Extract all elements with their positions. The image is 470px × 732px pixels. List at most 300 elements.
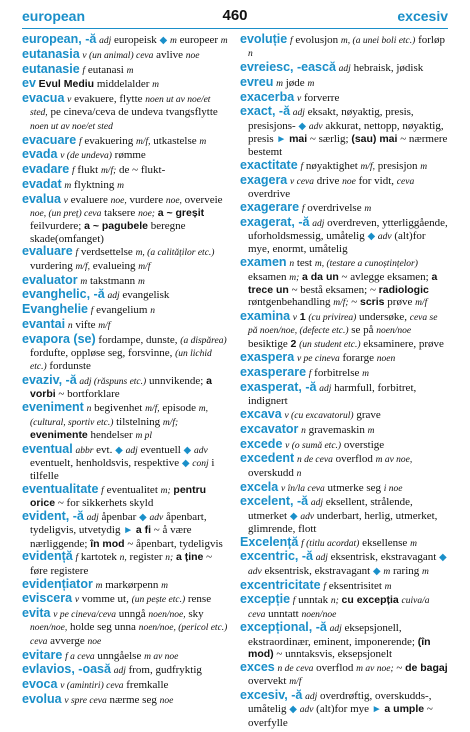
- translation: overflod: [316, 661, 354, 674]
- translation: hendelser: [90, 428, 133, 441]
- grammar-label: adj: [292, 108, 305, 119]
- headword: evadat: [22, 176, 62, 191]
- grammar-label: noen/noe, (pericol etc.) ceva: [30, 623, 228, 647]
- translation: verdsettelse: [80, 246, 133, 259]
- grammar-label: adv: [300, 511, 315, 522]
- grammar-label: m: [364, 204, 372, 215]
- grammar-label: m: [383, 566, 391, 577]
- translation: unntak: [298, 594, 329, 607]
- dictionary-entry: [240, 91, 448, 105]
- subentry-phrase: Evul Mediu: [38, 78, 95, 91]
- headword: Excelență: [240, 534, 299, 549]
- translation: underbart, herlig, utmerket, glimrende, flott: [248, 509, 438, 535]
- headword: exact, -ă: [240, 104, 291, 119]
- translation: fremkalle: [126, 679, 169, 692]
- translation: ~: [369, 283, 376, 296]
- diamond-icon: ◆: [159, 35, 168, 46]
- translation: middelalder: [96, 78, 150, 91]
- translation: eksellent, strålende, utmerket: [248, 496, 413, 522]
- right-column: [240, 33, 448, 729]
- grammar-label: cuiva/a ceva: [248, 596, 430, 620]
- headword: evaluator: [22, 272, 78, 287]
- headword: evreiesc, -ească: [240, 60, 336, 75]
- subentry-phrase: cu excepția: [341, 594, 399, 607]
- diamond-icon: ◆: [181, 457, 190, 469]
- headword: excesiv, -ă: [240, 687, 303, 702]
- diamond-icon: ◆: [139, 512, 147, 524]
- translation: (alt)for mye: [316, 703, 370, 716]
- headword: exactitate: [240, 158, 298, 173]
- dictionary-entry: [240, 256, 448, 309]
- headword: examina: [240, 308, 291, 323]
- grammar-label: n de ceva: [277, 663, 314, 674]
- dictionary-entry: [22, 649, 230, 663]
- translation: test: [296, 257, 313, 270]
- grammar-label: m, (a unei boli etc.): [340, 36, 416, 46]
- translation: eksentrisitet: [328, 579, 382, 592]
- grammar-label: m/f: [289, 677, 302, 688]
- translation: unnvikende;: [148, 375, 204, 388]
- grammar-label: m/f: [138, 261, 151, 272]
- grammar-label: m: [169, 36, 177, 46]
- grammar-label: adj: [113, 666, 126, 677]
- grammar-label: m/f;: [162, 417, 179, 428]
- translation: ~ overfylle: [248, 703, 433, 729]
- headword: exaspera: [240, 350, 295, 365]
- dictionary-entry: [22, 510, 230, 550]
- grammar-label: adv: [149, 513, 164, 524]
- translation: utkastelse: [153, 134, 197, 147]
- translation: ~: [351, 296, 358, 309]
- grammar-label: n: [289, 259, 295, 270]
- translation: overvekt: [248, 675, 287, 688]
- subentry-phrase: a vorbi: [30, 375, 212, 401]
- headword: eveniment: [22, 400, 84, 415]
- grammar-label: f: [82, 65, 86, 76]
- translation: tilstelning: [116, 415, 161, 428]
- subentry-phrase: a umple: [384, 703, 425, 716]
- dictionary-entry: [22, 678, 230, 692]
- headword: exagerat, -ă: [240, 214, 310, 229]
- headword: examen: [240, 255, 287, 270]
- diamond-icon: ◆: [439, 552, 447, 564]
- translation: i tilfelle: [30, 456, 215, 483]
- grammar-label: adj: [312, 218, 325, 229]
- headword: evacuare: [22, 132, 77, 147]
- grammar-label: (un pește etc.): [131, 595, 186, 606]
- grammar-label: m: [276, 78, 283, 89]
- translation: markørpenn: [105, 578, 159, 591]
- grammar-label: n;: [165, 553, 174, 564]
- grammar-label: adv: [377, 232, 392, 243]
- translation: beregne skade(omfanget): [30, 220, 186, 245]
- grammar-label: noen/noe: [376, 326, 412, 337]
- translation: forverre: [303, 91, 340, 104]
- dictionary-entry: [22, 333, 230, 374]
- headword: exagera: [240, 172, 288, 187]
- grammar-label: m: [422, 566, 429, 577]
- translation: begivenhet: [94, 402, 143, 415]
- grammar-label: abbr: [75, 445, 94, 456]
- headword: evolua: [22, 691, 62, 706]
- grammar-label: adj: [305, 691, 318, 702]
- translation: røntgenbehandling: [248, 296, 331, 309]
- dictionary-entry: [240, 481, 448, 495]
- grammar-label: v (un animal) ceva: [82, 50, 154, 61]
- translation: eventuelt, henholdsvis, respektive: [30, 456, 180, 469]
- translation: ~ føre registere: [30, 551, 213, 577]
- translation: unngåelse: [97, 649, 142, 662]
- subentry-phrase: a fi: [135, 524, 152, 537]
- grammar-label: m av noe;: [356, 663, 394, 674]
- translation: eksentrisk, ekstravagant: [330, 551, 437, 564]
- headword: evada: [22, 147, 58, 162]
- headword: evaluare: [22, 244, 73, 259]
- dictionary-entry: [240, 159, 448, 173]
- translation: evaluere: [70, 193, 108, 206]
- translation: forbitrelse: [314, 367, 360, 380]
- dictionary-entry: [22, 663, 230, 677]
- headword: evaziv, -ă: [22, 373, 77, 388]
- translation: unngå: [118, 608, 146, 621]
- grammar-label: n,: [119, 553, 127, 564]
- headword: excavator: [240, 421, 299, 436]
- headword: excentricitate: [240, 577, 321, 592]
- headword: evreu: [240, 74, 274, 89]
- grammar-label: conj: [192, 458, 209, 469]
- grammar-label: f: [301, 204, 305, 215]
- diamond-icon: ◆: [289, 510, 298, 522]
- translation: for vidt,: [358, 174, 395, 187]
- grammar-label: f: [101, 486, 104, 496]
- translation: ~ for sikkerhets skyld: [57, 497, 154, 510]
- grammar-label: v în/la ceva: [280, 483, 325, 494]
- translation: undersøke,: [359, 310, 407, 323]
- grammar-label: n: [248, 49, 253, 60]
- translation: overdrive: [248, 188, 291, 201]
- translation: prøve: [387, 296, 413, 309]
- translation: åpenbart, tydeligvis, utvetydig: [30, 511, 207, 537]
- translation: se på: [351, 324, 374, 337]
- dictionary-entry: [240, 381, 448, 408]
- grammar-label: m: [367, 425, 375, 436]
- translation: (alt)for mye, enormt, umåtelig: [248, 230, 426, 256]
- dictionary-entry: [240, 536, 448, 550]
- sense-number: 1: [299, 310, 306, 323]
- grammar-label: m: [117, 180, 124, 191]
- diamond-icon: ►: [371, 704, 382, 716]
- grammar-label: v pe cineva: [296, 354, 340, 365]
- headword: excedent: [240, 451, 295, 466]
- translation: overdrivelse: [307, 202, 362, 215]
- translation: vomme ut,: [81, 593, 129, 606]
- header-last-word: excesiv: [397, 8, 448, 24]
- grammar-label: noen ut av noe/et sted: [30, 121, 113, 132]
- grammar-label: m/f;: [333, 298, 349, 309]
- subentry-phrase: a ține: [175, 551, 204, 564]
- dictionary-entry: [22, 245, 230, 273]
- translation: utmerke seg: [327, 481, 381, 494]
- grammar-label: f: [75, 553, 79, 564]
- grammar-label: m av noe,: [375, 455, 413, 466]
- grammar-label: m: [161, 580, 169, 591]
- subentry-phrase: pentru orice: [30, 484, 207, 510]
- grammar-label: m: [410, 538, 417, 549]
- translation: ~ bortforklare: [58, 388, 120, 401]
- dictionary-entry: [22, 318, 230, 332]
- translation: overdreven, ytterliggående, uforholdsmessig, umåtelig: [248, 216, 448, 243]
- dictionary-entry: [240, 423, 448, 437]
- grammar-label: m: [420, 162, 428, 173]
- grammar-label: adj: [125, 445, 138, 456]
- grammar-label: adj: [338, 64, 351, 75]
- dictionary-entry: [240, 495, 448, 535]
- grammar-label: f: [323, 581, 326, 592]
- grammar-label: m/f;: [100, 166, 117, 177]
- grammar-label: m, (cultural, sportiv etc.): [30, 404, 208, 428]
- headword: evoluție: [240, 32, 288, 46]
- translation: ~: [396, 661, 403, 674]
- diamond-icon: ►: [276, 134, 287, 146]
- dictionary-entry: [240, 216, 448, 256]
- headword: eventual: [22, 441, 73, 456]
- grammar-label: m/f,: [145, 404, 160, 415]
- translation: forarge: [342, 352, 375, 365]
- subentry-phrase: (sau) mai: [351, 133, 398, 146]
- grammar-label: m, (a calităților etc.): [135, 248, 215, 259]
- grammar-label: m: [80, 276, 88, 287]
- dictionary-entry: [22, 303, 230, 317]
- translation: besiktige: [248, 337, 288, 350]
- grammar-label: m, (testare a cunoștințelor): [314, 259, 418, 270]
- grammar-label: m: [137, 276, 145, 287]
- translation: ~ avlegge eksamen;: [341, 270, 429, 283]
- translation: ~ å være nærliggende;: [30, 524, 192, 550]
- grammar-label: noen/noe: [301, 609, 337, 620]
- grammar-label: v spre ceva: [64, 695, 107, 706]
- grammar-label: noe;: [138, 209, 155, 220]
- grammar-label: n: [67, 320, 73, 331]
- dictionary-entry: [22, 401, 230, 442]
- translation: ~ unntaksvis, eksepsjonelt: [276, 648, 393, 661]
- grammar-label: ceva: [396, 176, 415, 187]
- headword: european, -ă: [22, 32, 97, 46]
- headword: eventualitate: [22, 482, 99, 496]
- translation: evakuere, flytte: [74, 93, 143, 106]
- translation: avlive: [156, 48, 184, 61]
- translation: overstige: [343, 438, 385, 451]
- subentry-phrase: în mod: [90, 537, 125, 550]
- page-header: [22, 6, 448, 29]
- headword: eutanasia: [22, 46, 80, 61]
- grammar-label: m: [126, 65, 134, 76]
- translation: presisjon: [377, 160, 418, 173]
- translation: overveie: [184, 193, 223, 206]
- grammar-label: n: [301, 425, 306, 436]
- grammar-label: noe: [185, 50, 200, 61]
- grammar-label: noe,: [165, 195, 182, 206]
- translation: kartotek: [80, 551, 117, 564]
- translation: evolusjon: [295, 34, 339, 46]
- translation: ~ særlig;: [309, 133, 349, 146]
- translation: overdrøftig, overskudds-, umåtelig: [248, 689, 432, 716]
- dictionary-entry: [240, 310, 448, 351]
- headword: evacua: [22, 91, 65, 106]
- dictionary-entry: [22, 550, 230, 577]
- grammar-label: v (amintiri) ceva: [60, 681, 124, 692]
- translation: takstmann: [89, 274, 136, 287]
- dictionary-entry: [240, 661, 448, 689]
- headword: excela: [240, 479, 279, 494]
- grammar-label: m;: [289, 272, 300, 283]
- translation: pe cineva/ceva de undeva tvangsflytte: [50, 106, 218, 119]
- subentry-phrase: radiologic: [378, 283, 429, 296]
- translation: holde seg unna: [69, 621, 136, 634]
- grammar-label: f: [300, 162, 304, 173]
- grammar-label: adv: [194, 445, 208, 456]
- subentry-phrase: evenimente: [30, 428, 88, 441]
- headword: evadare: [22, 162, 70, 177]
- grammar-label: f: [72, 166, 75, 177]
- grammar-label: m: [152, 80, 160, 91]
- dictionary-entry: [22, 193, 230, 245]
- headword: evitare: [22, 647, 63, 662]
- dictionary-entry: [22, 693, 230, 707]
- grammar-label: noe: [159, 695, 174, 706]
- headword: exasperat, -ă: [240, 379, 317, 394]
- translation: de ~ flukt-: [119, 164, 166, 177]
- translation: gravemaskin: [308, 423, 365, 436]
- translation: forløp: [418, 34, 445, 46]
- translation: harmfull, forbitret, indignert: [248, 381, 417, 408]
- grammar-label: adj: [86, 513, 99, 524]
- grammar-label: n: [86, 404, 92, 415]
- headword: evalua: [22, 191, 61, 206]
- grammar-label: noe, (un preț) ceva: [30, 209, 102, 220]
- grammar-label: noe: [87, 636, 102, 647]
- translation: episode: [162, 402, 196, 415]
- headword: exasperare: [240, 365, 307, 380]
- translation: evalueing: [92, 259, 136, 272]
- dictionary-entry: [22, 77, 230, 91]
- translation: taksere: [104, 207, 136, 220]
- diamond-icon: ◆: [298, 120, 307, 132]
- headword: excava: [240, 407, 282, 422]
- left-column: [22, 33, 230, 708]
- grammar-label: f: [292, 596, 296, 607]
- grammar-label: adj (răspuns etc.): [79, 377, 147, 388]
- subentry-phrase: mai: [289, 133, 308, 146]
- translation: evangelisk: [122, 289, 170, 302]
- dictionary-entry: [240, 201, 448, 215]
- grammar-label: (cu privirea): [308, 312, 357, 323]
- translation: avverge: [50, 634, 85, 647]
- dictionary-entry: [22, 607, 230, 648]
- dictionary-entry: [22, 92, 230, 133]
- grammar-label: adv: [299, 705, 314, 716]
- translation: evangelium: [96, 304, 148, 317]
- translation: drive: [316, 174, 340, 187]
- grammar-label: ceva se pă noen/noe, (defecte etc.): [248, 312, 438, 337]
- grammar-label: m: [95, 580, 103, 591]
- dictionary-entry: [240, 174, 448, 201]
- grammar-label: m av noe: [144, 651, 179, 662]
- dictionary-entry: [22, 578, 230, 592]
- grammar-label: v ceva: [290, 176, 315, 187]
- dictionary-entry: [22, 134, 230, 148]
- translation: eventuell: [140, 443, 181, 456]
- translation: eksakt, nøyaktig, presis, presisjons-: [248, 106, 414, 132]
- translation: hebraisk, jødisk: [353, 62, 424, 75]
- diamond-icon: ◆: [367, 231, 376, 243]
- translation: raring: [392, 564, 420, 577]
- headword: excepție: [240, 592, 291, 607]
- headword: evidență: [22, 549, 73, 564]
- subentry-phrase: a ~ greșit: [157, 207, 205, 220]
- grammar-label: (un lichid etc.): [30, 349, 212, 373]
- grammar-label: adj: [319, 383, 332, 394]
- grammar-label: v: [67, 95, 72, 106]
- grammar-label: i noe: [383, 483, 403, 494]
- grammar-label: m: [307, 78, 315, 89]
- dictionary-entry: [240, 105, 448, 158]
- dictionary-entry: [22, 592, 230, 606]
- dictionary-entry: [240, 408, 448, 422]
- dictionary-entry: [22, 178, 230, 192]
- grammar-label: v (de undeva): [60, 151, 112, 162]
- translation: grave: [356, 409, 381, 422]
- grammar-label: noen: [376, 354, 396, 365]
- grammar-label: adj: [315, 553, 328, 564]
- translation: ~ bestå eksamen;: [291, 283, 368, 296]
- header-first-word: european: [22, 8, 86, 24]
- dictionary-entry: [22, 63, 230, 77]
- translation: eutanasi: [87, 63, 124, 76]
- subentry-phrase: a da un: [302, 270, 339, 283]
- translation: rense: [187, 593, 212, 606]
- translation: ~ nærmere bestemt: [248, 133, 448, 159]
- headword: Evanghelie: [22, 302, 88, 317]
- dictionary-entry: [240, 61, 448, 75]
- dictionary-entry: [22, 374, 230, 401]
- translation: sky: [188, 608, 204, 621]
- grammar-label: m;: [160, 486, 171, 496]
- page-number: 460: [222, 7, 248, 24]
- translation: ~ åpenbart, tydeligvis: [127, 537, 223, 550]
- dictionary-entry: [240, 550, 448, 578]
- grammar-label: f: [90, 306, 94, 317]
- diamond-icon: ◆: [183, 444, 192, 456]
- grammar-label: noe: [342, 176, 356, 187]
- translation: eksaminere, prøve: [363, 337, 444, 350]
- translation: evakuering: [84, 134, 134, 147]
- grammar-label: m: [64, 180, 72, 191]
- translation: eksentrisk, ekstravagant: [264, 564, 371, 577]
- grammar-label: f: [290, 36, 293, 46]
- grammar-label: f: [78, 136, 82, 147]
- dictionary-entry: [22, 33, 230, 47]
- headword: excentric, -ă: [240, 549, 313, 564]
- dictionary-entry: [240, 76, 448, 90]
- dictionary-entry: [22, 48, 230, 62]
- translation: europeisk: [113, 34, 157, 46]
- dictionary-entry: [22, 443, 230, 483]
- translation: flyktning: [73, 178, 115, 191]
- translation: åpenbar: [101, 511, 137, 524]
- translation: eksepsjonell, ekstraordinær, eminent, imponerende;: [248, 622, 415, 648]
- headword: excepțional, -ă: [240, 620, 327, 635]
- translation: nøyaktighet: [305, 160, 358, 173]
